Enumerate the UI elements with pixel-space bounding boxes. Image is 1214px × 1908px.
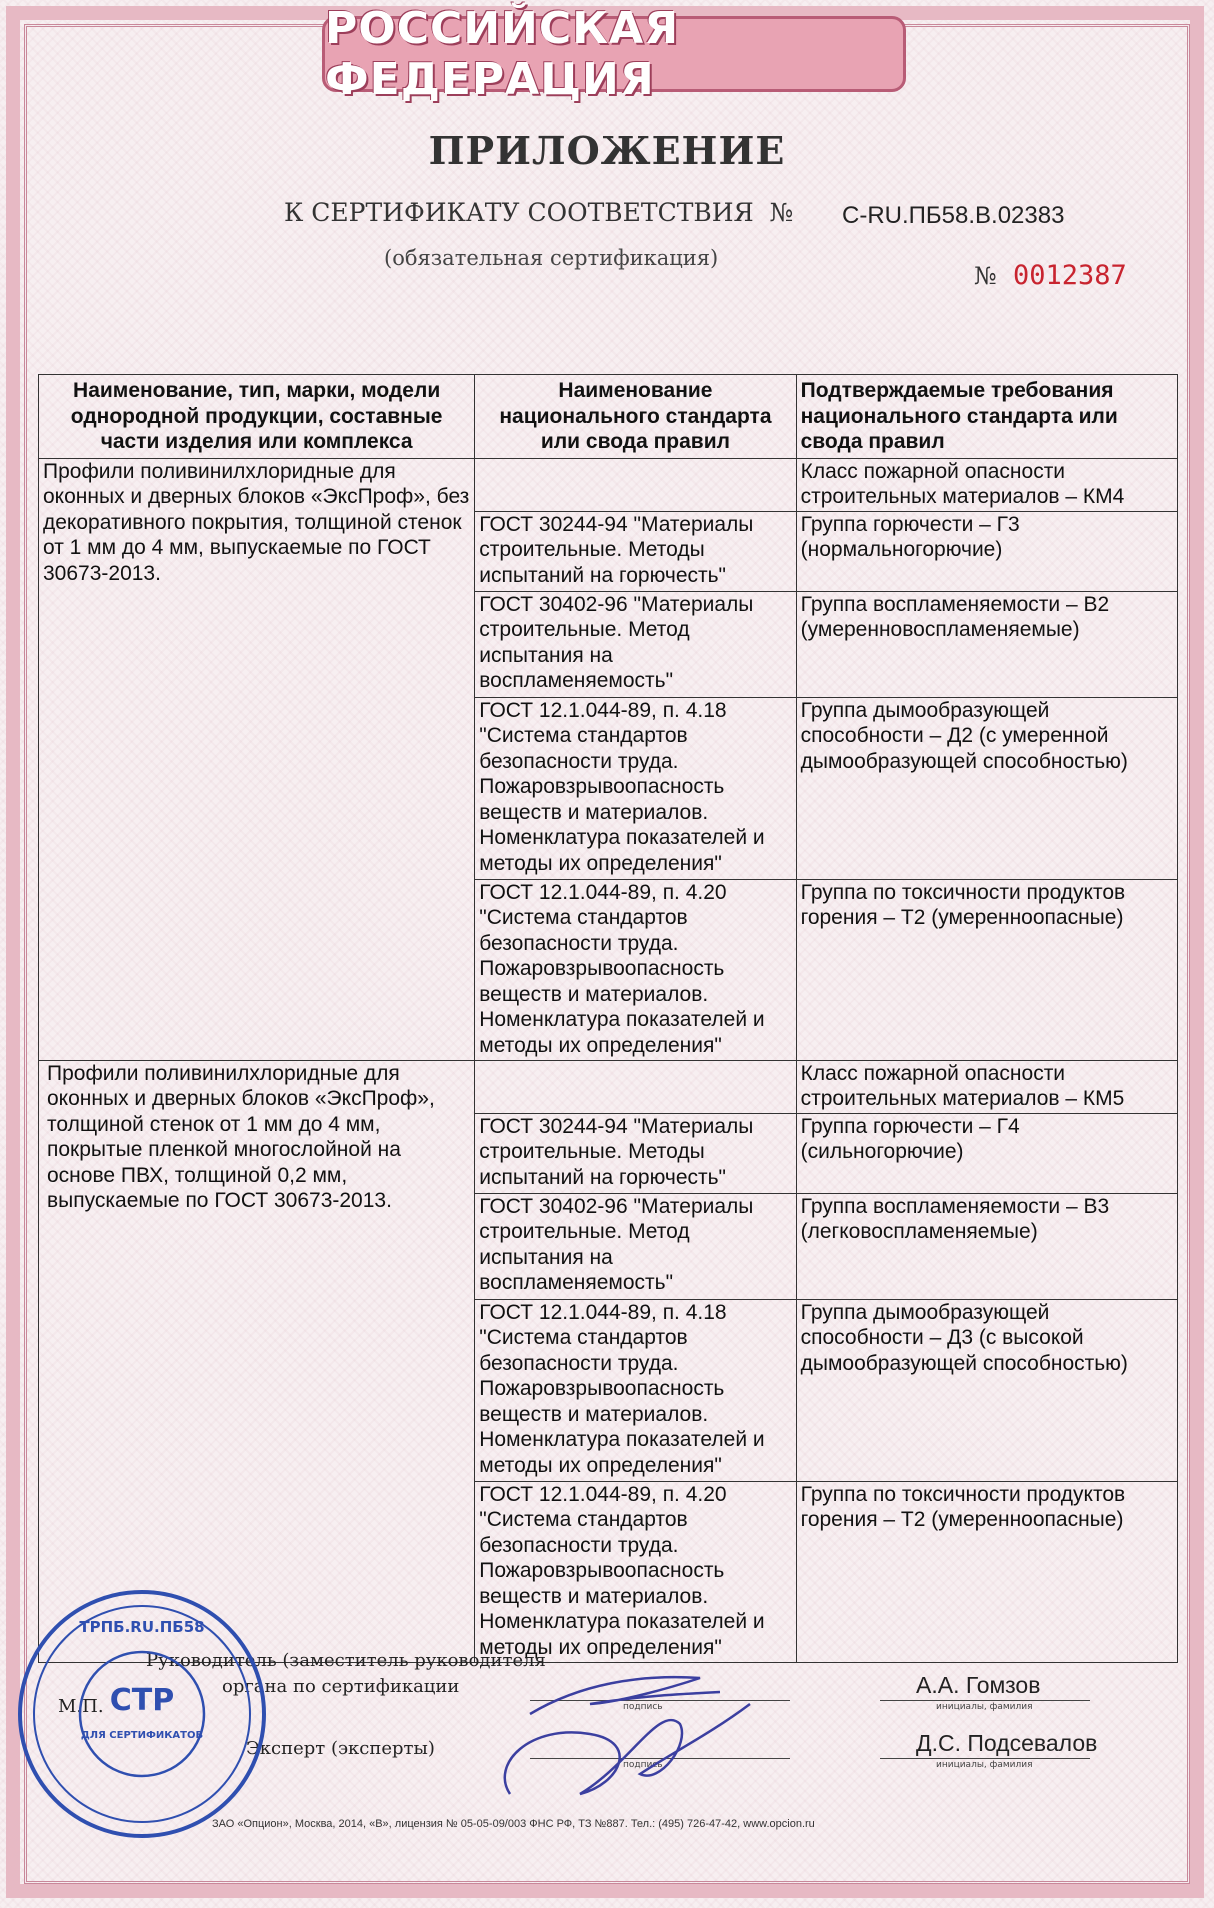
stamp-registry: ТРПБ.RU.ПБ58: [79, 1618, 205, 1636]
document-subtitle: К СЕРТИФИКАТУ СООТВЕТСТВИЯ №: [284, 198, 794, 227]
stamp-place-label: М.П.: [58, 1696, 104, 1717]
expert-name: Д.С. Подсевалов: [916, 1730, 1098, 1756]
standard-cell: [475, 458, 796, 511]
product-name-cell: Профили поливинилхлоридные для оконных и дверных блоков «ЭксПроф», без декоративного покрытия, толщиной стенок от 1 мм до 4 мм, выпускаемые по ГОСТ 30673-2013.: [39, 458, 475, 1060]
requirement-cell: Группа дымообразующей способности – Д2 (с умеренной дымообразующей способностью): [796, 697, 1177, 879]
expert-signature-caption: подпись: [623, 1760, 663, 1770]
requirement-cell: Группа воспламеняемости – В3 (легковоспламеняемые): [796, 1193, 1177, 1299]
handwritten-signatures: [470, 1644, 790, 1814]
column-header-product: Наименование, тип, марки, модели однородной продукции, составные части изделия или комплекса: [39, 375, 475, 459]
requirement-cell: Группа горючести – Г3 (нормальногорючие): [796, 511, 1177, 591]
requirement-cell: Группа горючести – Г4 (сильногорючие): [796, 1113, 1177, 1193]
country-banner: [322, 3, 906, 105]
standard-cell: [475, 1060, 796, 1113]
expert-name-line: [880, 1758, 1090, 1759]
requirement-cell: Класс пожарной опасности строительных материалов – КМ4: [796, 458, 1177, 511]
product-name-cell: Профили поливинилхлоридные для оконных и дверных блоков «ЭксПроф», толщиной стенок от 1 мм до 4 мм, покрытые пленкой многослойной на основе ПВХ, толщиной 0,2 мм, выпускаемые по ГОСТ 30673-2013.: [39, 1060, 475, 1662]
country-title: РОССИЙСКАЯ ФЕДЕРАЦИЯ: [325, 3, 680, 105]
standard-cell: ГОСТ 12.1.044-89, п. 4.20 "Система стандартов безопасности труда. Пожаровзрывоопасность веществ и материалов. Номенклатура показателей и методы их определения": [475, 1481, 796, 1662]
table-row: [39, 1060, 1178, 1113]
table-row: [39, 458, 1178, 511]
requirement-cell: Группа воспламеняемости – В2 (умеренновоспламеняемые): [796, 591, 1177, 697]
certification-type: (обязательная сертификация): [384, 246, 719, 270]
head-signature-caption: подпись: [623, 1702, 663, 1712]
serial-number: № 0012387: [974, 260, 1127, 291]
standard-cell: ГОСТ 12.1.044-89, п. 4.18 "Система стандартов безопасности труда. Пожаровзрывоопасность веществ и материалов. Номенклатура показателей и методы их определения": [475, 697, 796, 879]
requirement-cell: Класс пожарной опасности строительных материалов – КМ5: [796, 1060, 1177, 1113]
standard-cell: ГОСТ 12.1.044-89, п. 4.20 "Система стандартов безопасности труда. Пожаровзрывоопасность веществ и материалов. Номенклатура показателей и методы их определения": [475, 879, 796, 1060]
standard-cell: ГОСТ 30244-94 "Материалы строительные. Методы испытаний на горючесть": [475, 511, 796, 591]
column-header-requirements: Подтверждаемые требования национального стандарта или свода правил: [796, 375, 1177, 459]
head-name: А.А. Гомзов: [916, 1672, 1041, 1698]
head-name-line: [880, 1700, 1090, 1701]
standard-cell: ГОСТ 30244-94 "Материалы строительные. Методы испытаний на горючесть": [475, 1113, 796, 1193]
certification-stamp: [12, 1584, 272, 1844]
standard-cell: ГОСТ 30402-96 "Материалы строительные. Метод испытания на воспламеняемость": [475, 1193, 796, 1299]
signature-stroke-head: [530, 1677, 720, 1714]
head-name-caption: инициалы, фамилия: [936, 1702, 1033, 1712]
standard-cell: ГОСТ 30402-96 "Материалы строительные. Метод испытания на воспламеняемость": [475, 591, 796, 697]
expert-name-caption: инициалы, фамилия: [936, 1760, 1033, 1770]
table-header-row: [39, 375, 1178, 459]
expert-label: Эксперт (эксперты): [246, 1738, 435, 1759]
requirement-cell: Группа по токсичности продуктов горения – Т2 (умеренноопасные): [796, 879, 1177, 1060]
certificate-number: C-RU.ПБ58.В.02383: [842, 202, 1065, 229]
printer-imprint: ЗАО «Опцион», Москва, 2014, «В», лицензия № 05-05-09/003 ФНС РФ, ТЗ №887. Тел.: (495) 726-47-42, www.opcion.ru: [212, 1818, 815, 1830]
stamp-logo: СТР: [109, 1683, 175, 1718]
column-header-standard: Наименование национального стандарта или свода правил: [475, 375, 796, 459]
signature-stroke-expert: [505, 1704, 750, 1794]
standard-cell: ГОСТ 12.1.044-89, п. 4.18 "Система стандартов безопасности труда. Пожаровзрывоопасность веществ и материалов. Номенклатура показателей и методы их определения": [475, 1299, 796, 1481]
requirement-cell: Группа по токсичности продуктов горения – Т2 (умеренноопасные): [796, 1481, 1177, 1662]
head-label-line2: органа по сертификации: [222, 1676, 460, 1697]
head-label-line1: Руководитель (заместитель руководителя: [146, 1650, 546, 1671]
requirement-cell: Группа дымообразующей способности – Д3 (с высокой дымообразующей способностью): [796, 1299, 1177, 1481]
document-title: ПРИЛОЖЕНИЕ: [428, 128, 786, 173]
compliance-table: [38, 374, 1178, 1663]
stamp-center-text: ДЛЯ СЕРТИФИКАТОВ: [80, 1730, 204, 1741]
